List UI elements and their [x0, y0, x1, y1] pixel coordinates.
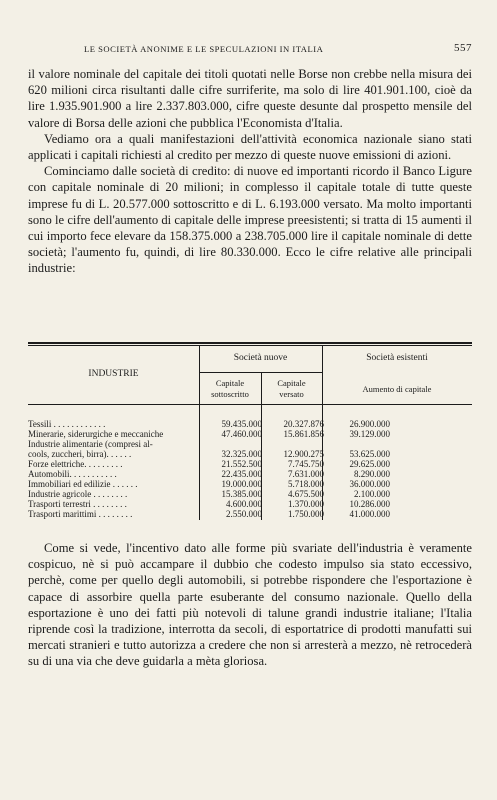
aumento-capitale: 2.100.000	[354, 489, 390, 499]
sottoscritto-label-2: sottoscritto	[211, 389, 249, 399]
capitale-sottoscritto: 19.000.000	[221, 479, 262, 489]
capitale-versato: 15.861.856	[283, 429, 324, 439]
body-text-bottom	[28, 540, 472, 670]
industry-name: Forze elettriche. . . . . . . . .	[28, 459, 123, 469]
capitale-versato: 5.718.000	[288, 479, 324, 489]
capitale-versato: 20.327.876	[283, 419, 324, 429]
capitale-versato: 1.750.000	[288, 509, 324, 519]
page-number: 557	[454, 42, 472, 54]
paragraph: Cominciamo dalle società di credito: di nuove ed importanti ricordo il Banco Ligure con capitale nominale di 20 milioni; in complesso il capitale totale di tutte queste imprese fu di L. 20.577.000 sottoscritto e di L. 6.193.000 versato. Ma molto importanti sono le cifre dell'aumento di capitale delle imprese preesistenti; si tratta di 15 aumenti il cui importo fece elevare da 158.375.000 a 238.705.000 lire il capitale nominale di dette società; l'aumento fu, quindi, di lire 80.330.000. Ecco le cifre relative alle principali industrie:	[28, 164, 472, 276]
table-top-rule-thin	[28, 345, 472, 346]
aumento-capitale: 41.000.000	[349, 509, 390, 519]
societa-nuove-header: Società nuove	[233, 353, 288, 363]
sottoscritto-header	[199, 378, 261, 400]
table-row	[28, 439, 472, 449]
table-row	[28, 419, 472, 429]
capitale-sottoscritto: 22.435.000	[221, 469, 262, 479]
industry-name: Trasporti terrestri . . . . . . . .	[28, 499, 127, 509]
aumento-header: Aumento di capitale	[362, 384, 432, 394]
capitale-versato: 7.631.000	[288, 469, 324, 479]
versato-label-2: versato	[279, 389, 304, 399]
aumento-capitale: 29.625.000	[349, 459, 390, 469]
versato-header	[261, 378, 322, 400]
table-row	[28, 469, 472, 479]
capitale-sottoscritto: 2.550.000	[226, 509, 262, 519]
industry-name: cools, zuccheri, birra). . . . . .	[28, 449, 132, 459]
paragraph: il valore nominale del capitale dei titoli quotati nelle Borse non crebbe nella misura dei 620 milioni circa risultanti dalle cifre surriferite, ma solo di lire 401.901.100, cioè da lire 1.935.901.900 a lire 2.337.803.000, cifre queste desunte dal prospetto mensile del valore di Borsa delle azioni che pubblica l'Economista d'Italia.	[28, 67, 472, 130]
capitale-sottoscritto: 4.600.000	[226, 499, 262, 509]
industry-name: Minerarie, siderurgiche e meccaniche	[28, 429, 164, 439]
industry-name: Industrie alimentarie (compresi al-	[28, 439, 153, 449]
paragraph: Vediamo ora a quali manifestazioni dell'attività economica nazionale siano stati applicati i capitali richiesti al credito per mezzo di queste nuove emissioni di azioni.	[28, 131, 472, 163]
table-row	[28, 449, 472, 459]
running-title: LE SOCIETÀ ANONIME E LE SPECULAZIONI IN ITALIA	[84, 44, 324, 54]
table-row	[28, 459, 472, 469]
capitale-versato: 7.745.750	[288, 459, 324, 469]
capitale-versato: 1.370.000	[288, 499, 324, 509]
capitale-sottoscritto: 59.435.000	[221, 419, 262, 429]
capitale-versato: 12.900.275	[283, 449, 324, 459]
aumento-capitale: 53.625.000	[349, 449, 390, 459]
aumento-capitale: 39.129.000	[349, 429, 390, 439]
paragraph: Come si vede, l'incentivo dato alle forme più svariate dell'industria è veramente cospicuo, nè si può accampare il dubbio che codesto impulso sia stato eccessivo, perchè, come per quello degli automobili, si potrebbe rispondere che l'esportazione è capace di assorbire quella parte esuberante del consumo nazionale. Quello della esportazione è uno dei fatti più notevoli di talune grandi industrie italiane; l'Italia riprende così la tradizione, interrotta da secoli, di esportatrice di prodotti manufatti sui mercati stranieri e tutto autorizza a credere che non si arresterà a mezzo, nè retrocederà su di una via che deve guidarla a mèta gloriosa.	[28, 541, 472, 669]
industry-name: Trasporti marittimi . . . . . . . .	[28, 509, 133, 519]
body-text-top	[28, 66, 472, 277]
aumento-capitale: 36.000.000	[349, 479, 390, 489]
capitale-sottoscritto: 15.385.000	[221, 489, 262, 499]
industry-name: Automobili. . . . . . . . . . .	[28, 469, 117, 479]
capitale-sottoscritto: 32.325.000	[221, 449, 262, 459]
running-header	[28, 42, 472, 56]
table-row	[28, 509, 472, 519]
capitale-sottoscritto: 21.552.500	[221, 459, 262, 469]
industry-name: Industrie agricole . . . . . . . .	[28, 489, 128, 499]
aumento-capitale: 10.286.000	[349, 499, 390, 509]
versato-label-1: Capitale	[277, 378, 306, 388]
aumento-capitale: 8.290.000	[354, 469, 390, 479]
capitale-versato: 4.675.500	[288, 489, 324, 499]
aumento-capitale: 26.900.000	[349, 419, 390, 429]
industrie-header: INDUSTRIE	[88, 369, 139, 379]
societa-esistenti-header: Società esistenti	[366, 353, 428, 363]
industry-name: Tessili . . . . . . . . . . . .	[28, 419, 106, 429]
table-row	[28, 479, 472, 489]
table-row	[28, 489, 472, 499]
industry-name: Immobiliari ed edilizie . . . . . .	[28, 479, 138, 489]
table-row	[28, 499, 472, 509]
industries-table	[28, 342, 472, 522]
header-bottom-rule	[28, 404, 472, 405]
sottoscritto-label-1: Capitale	[215, 378, 245, 388]
table-row	[28, 429, 472, 439]
capitale-sottoscritto: 47.460.000	[221, 429, 262, 439]
table-top-rule	[28, 342, 472, 344]
